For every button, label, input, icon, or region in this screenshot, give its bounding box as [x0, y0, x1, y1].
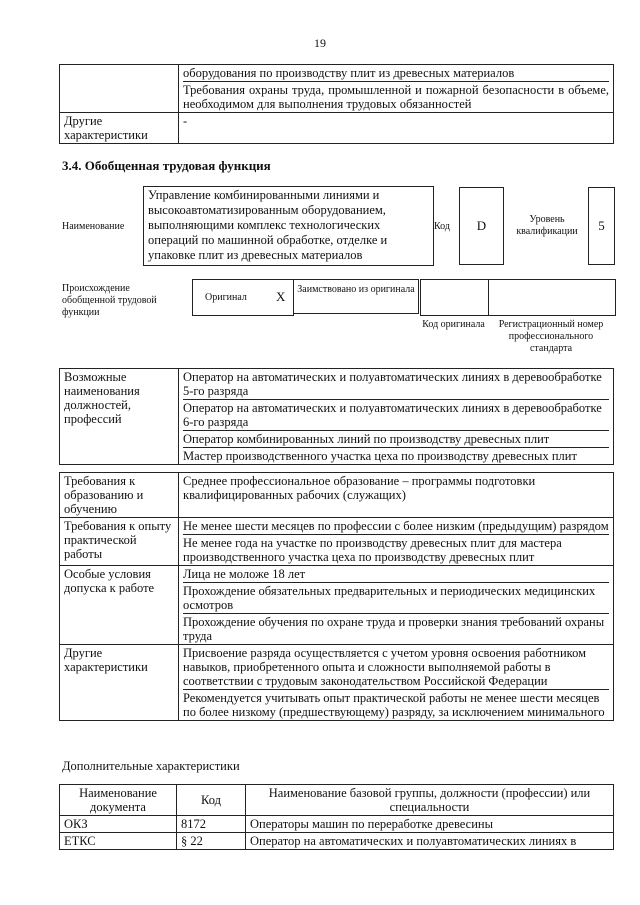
- borrowed-cell: Заимствовано из оригинала: [293, 279, 419, 314]
- original-mark: X: [276, 289, 286, 304]
- additional-title: Дополнительные характеристики: [62, 759, 240, 773]
- requirement-item: Не менее года на участке по производству древесных плит для мастера производственного участка цеха по производству древесных плит: [183, 536, 562, 564]
- origin-code-caption: Код оригинала: [422, 319, 485, 330]
- level-value: 5: [588, 187, 615, 265]
- positions-list: [179, 369, 614, 465]
- other-label: Другие характеристики: [60, 645, 179, 721]
- table-row: [60, 833, 614, 850]
- admission-label: Особые условия допуска к работе: [60, 566, 179, 645]
- experience-values: [179, 518, 614, 566]
- table-row: [60, 816, 614, 833]
- positions-table: [59, 368, 614, 465]
- other-characteristics-value: -: [179, 113, 614, 144]
- cell-group-name: Оператор на автоматических и полуавтоматических линиях в: [246, 833, 614, 850]
- original-cell: [192, 279, 294, 316]
- page-number: 19: [314, 36, 326, 50]
- top-table: [59, 64, 614, 144]
- additional-table: [59, 784, 614, 850]
- top-table-empty-cell: [60, 65, 179, 113]
- cell-group-name: Операторы машин по переработке древесины: [246, 816, 614, 833]
- section-title: 3.4. Обобщенная трудовая функция: [62, 158, 271, 173]
- origin-code-cell: [420, 279, 489, 316]
- requirement-item: Не менее шести месяцев по профессии с более низким (предыдущим) разрядом: [183, 519, 609, 533]
- header-document: Наименование документа: [60, 785, 177, 816]
- positions-label: Возможные наименования должностей, профессий: [60, 369, 179, 465]
- top-table-content-cell: [179, 65, 614, 113]
- requirements-table: [59, 472, 614, 721]
- cell-code: § 22: [177, 833, 246, 850]
- other-values: [179, 645, 614, 721]
- requirement-item: Прохождение обучения по охране труда и проверки знания требований охраны труда: [183, 615, 605, 643]
- header-group-name: Наименование базовой группы, должности (профессии) или специальности: [246, 785, 614, 816]
- level-label: Уровень квалификации: [516, 214, 578, 237]
- code-value: D: [459, 187, 504, 265]
- education-label: Требования к образованию и обучению: [60, 473, 179, 518]
- experience-label: Требования к опыту практической работы: [60, 518, 179, 566]
- top-table-row2: Требования охраны труда, промышленной и пожарной безопасности в объеме, необходимом для выполнения трудовых обязанностей: [183, 83, 609, 111]
- origin-label: Происхождение обобщенной трудовой функции: [62, 283, 157, 318]
- function-name-value: Управление комбинированными линиями и высокоавтоматизированным оборудованием, выполняющими комплекс технологических операций по машинной обработке, отделке и упаковке плит из древесных материалов: [143, 186, 434, 266]
- requirement-item: Лица не моложе 18 лет: [183, 566, 609, 583]
- reg-number-cell: [488, 279, 616, 316]
- cell-document: ЕТКС: [60, 833, 177, 850]
- reg-number-caption: Регистрационный номер профессионального стандарта: [498, 319, 604, 354]
- cell-document: ОКЗ: [60, 816, 177, 833]
- requirement-item: Рекомендуется учитывать опыт практической работы не менее шести месяцев по более низкому (предшествующему) разряду, за исключением минимального: [183, 691, 605, 719]
- top-table-row1: оборудования по производству плит из древесных материалов: [183, 65, 609, 82]
- position-item: Оператор на автоматических и полуавтоматических линиях в деревообработке 5-го разряда: [183, 369, 609, 400]
- admission-values: [179, 566, 614, 645]
- function-name-label: Наименование: [62, 221, 125, 232]
- cell-code: 8172: [177, 816, 246, 833]
- requirement-item: Прохождение обязательных предварительных и периодических медицинских осмотров: [183, 583, 609, 614]
- education-values: [179, 473, 614, 518]
- original-label: Оригинал: [205, 292, 247, 303]
- other-characteristics-label: Другие характеристики: [60, 113, 179, 144]
- code-label: Код: [434, 221, 450, 232]
- requirement-item: Среднее профессиональное образование – программы подготовки квалифицированных рабочих (служащих): [183, 474, 536, 502]
- position-item: Мастер производственного участка цеха по производству древесных плит: [183, 449, 577, 463]
- requirement-item: Присвоение разряда осуществляется с учетом уровня освоения работником навыков, приобретенного опыта и сложности выполняемой работы в соответствии с трудовым законодательством Российской Федерации: [183, 645, 609, 690]
- position-item: Оператор на автоматических и полуавтоматических линиях в деревообработке 6-го разряда: [183, 400, 609, 431]
- position-item: Оператор комбинированных линий по производству древесных плит: [183, 431, 609, 448]
- header-code: Код: [177, 785, 246, 816]
